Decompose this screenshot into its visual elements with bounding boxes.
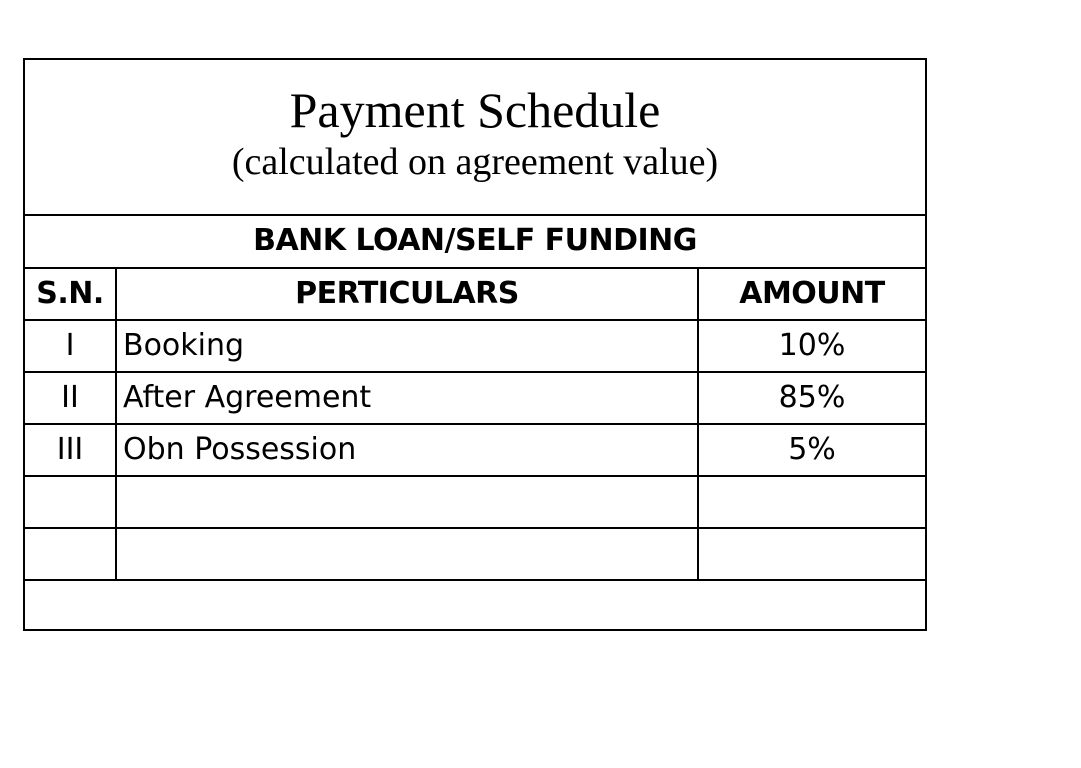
table-row <box>25 321 925 373</box>
row-amount: 5% <box>788 432 836 467</box>
row-particulars: Obn Possession <box>117 425 699 475</box>
table-header-row <box>25 269 925 321</box>
row-particulars <box>117 477 699 527</box>
page-title: Payment Schedule <box>289 82 661 138</box>
payment-schedule-table <box>23 58 927 631</box>
row-sn: I <box>25 321 117 371</box>
column-header-particulars: PERTICULARS <box>117 269 699 319</box>
row-amount <box>699 477 925 527</box>
column-header-sn: S.N. <box>25 269 117 319</box>
funding-type-heading: BANK LOAN/SELF FUNDING <box>25 216 925 269</box>
table-row <box>25 373 925 425</box>
row-sn <box>25 477 117 527</box>
title-block <box>25 60 925 216</box>
row-particulars: Booking <box>117 321 699 371</box>
row-amount: 10% <box>778 328 846 363</box>
table-footer-row <box>25 581 925 634</box>
page-subtitle: (calculated on agreement value) <box>231 141 719 183</box>
row-particulars: After Agreement <box>117 373 699 423</box>
table-row <box>25 425 925 477</box>
row-sn <box>25 529 117 579</box>
table-row-empty <box>25 477 925 529</box>
row-sn: II <box>25 373 117 423</box>
row-sn: III <box>25 425 117 475</box>
row-amount: 85% <box>778 380 846 415</box>
row-amount <box>699 529 925 579</box>
table-row-empty <box>25 529 925 581</box>
column-header-amount: AMOUNT <box>739 276 885 311</box>
row-particulars <box>117 529 699 579</box>
